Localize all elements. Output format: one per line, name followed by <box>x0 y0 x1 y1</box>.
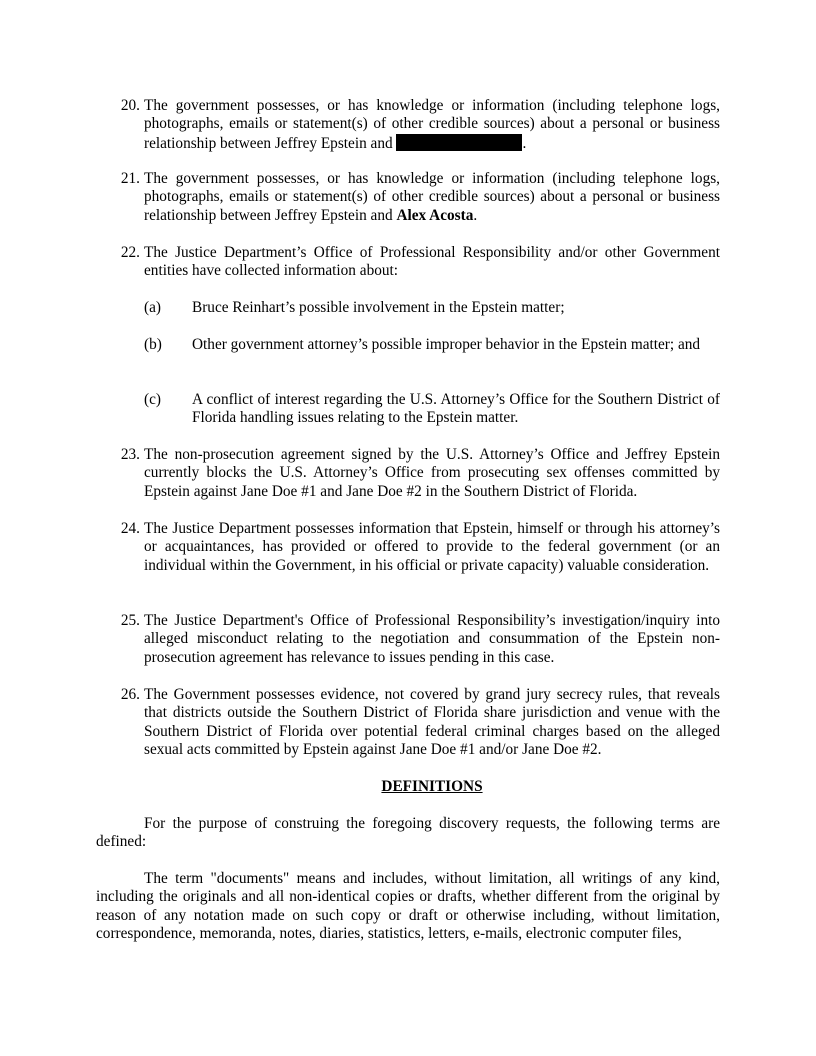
subitem-c <box>144 391 720 428</box>
subitem-label: (a) <box>144 299 161 316</box>
bold-name: Alex Acosta <box>396 206 474 224</box>
item-text: The Justice Department possesses information that Epstein, himself or through his attorney’s or acquaintances, has provided or offered to provide to the federal government (or an individual within the Government, in his official or private capacity) valuable consideration. <box>144 520 720 574</box>
subitem-b <box>144 336 720 354</box>
numbered-item-24 <box>96 520 720 575</box>
subitem-label: (b) <box>144 336 162 353</box>
numbered-item-26 <box>96 686 720 759</box>
subitem-text: A conflict of interest regarding the U.S. Attorney’s Office for the Southern District of Florida handling issues relating to the Epstein matter. <box>192 391 720 427</box>
redaction-box <box>396 134 522 151</box>
subitem-a <box>144 299 720 317</box>
item-number: 22. <box>120 244 140 261</box>
item-number: 25. <box>120 612 140 629</box>
numbered-item-23 <box>96 446 720 501</box>
numbered-item-22 <box>96 244 720 281</box>
item-text: The non-prosecution agreement signed by the U.S. Attorney’s Office and Jeffrey Epstein currently blocks the U.S. Attorney’s Office from prosecuting sex offenses committed by Epstein against Jane Doe #1 and Jane Doe #2 in the Southern District of Florida. <box>144 446 720 500</box>
numbered-item-25 <box>96 612 720 667</box>
item-number: 20. <box>120 97 140 114</box>
subitem-text: Bruce Reinhart’s possible involvement in the Epstein matter; <box>192 299 565 316</box>
item-text: The Justice Department's Office of Professional Responsibility’s investigation/inquiry into alleged misconduct relating to the negotiation and consummation of the Epstein non-prosecution agreement has relevance to issues pending in this case. <box>144 612 720 666</box>
item-number: 21. <box>120 170 140 187</box>
item-number: 23. <box>120 446 140 463</box>
subitem-text: Other government attorney’s possible improper behavior in the Epstein matter; and <box>192 336 701 353</box>
subitem-label: (c) <box>144 391 161 408</box>
numbered-item-20 <box>96 97 720 153</box>
definitions-intro: For the purpose of construing the foregoing discovery requests, the following terms are defined: <box>96 815 720 851</box>
definition-documents: The term "documents" means and includes, without limitation, all writings of any kind, including the originals and all non-identical copies or drafts, whether different from the original by reason of any notation made on such copy or draft or otherwise including, without limitation, correspondence, memoranda, notes, diaries, statistics, letters, e-mails, electronic computer files, <box>96 870 720 942</box>
item-number: 24. <box>120 520 140 537</box>
item-text: The Government possesses evidence, not covered by grand jury secrecy rules, that reveals that districts outside the Southern District of Florida share jurisdiction and venue with the Southern District of Florida over potential federal criminal charges based on the alleged sexual acts committed by Epstein against Jane Doe #1 and/or Jane Doe #2. <box>144 686 720 758</box>
section-heading: DEFINITIONS <box>381 778 483 795</box>
item-text: The government possesses, or has knowledge or information (including telephone logs, photographs, emails or statement(s) of other credible sources) about a personal or business relationship between Jeffrey Epstein and . <box>144 97 720 152</box>
numbered-item-21 <box>96 170 720 225</box>
item-number: 26. <box>120 686 140 703</box>
item-text: The Justice Department’s Office of Professional Responsibility and/or other Government entities have collected information about: <box>144 244 720 280</box>
item-text: The government possesses, or has knowledge or information (including telephone logs, photographs, emails or statement(s) of other credible sources) about a personal or business relationship between Jeffrey Epstein and Alex Acosta. <box>144 170 720 224</box>
